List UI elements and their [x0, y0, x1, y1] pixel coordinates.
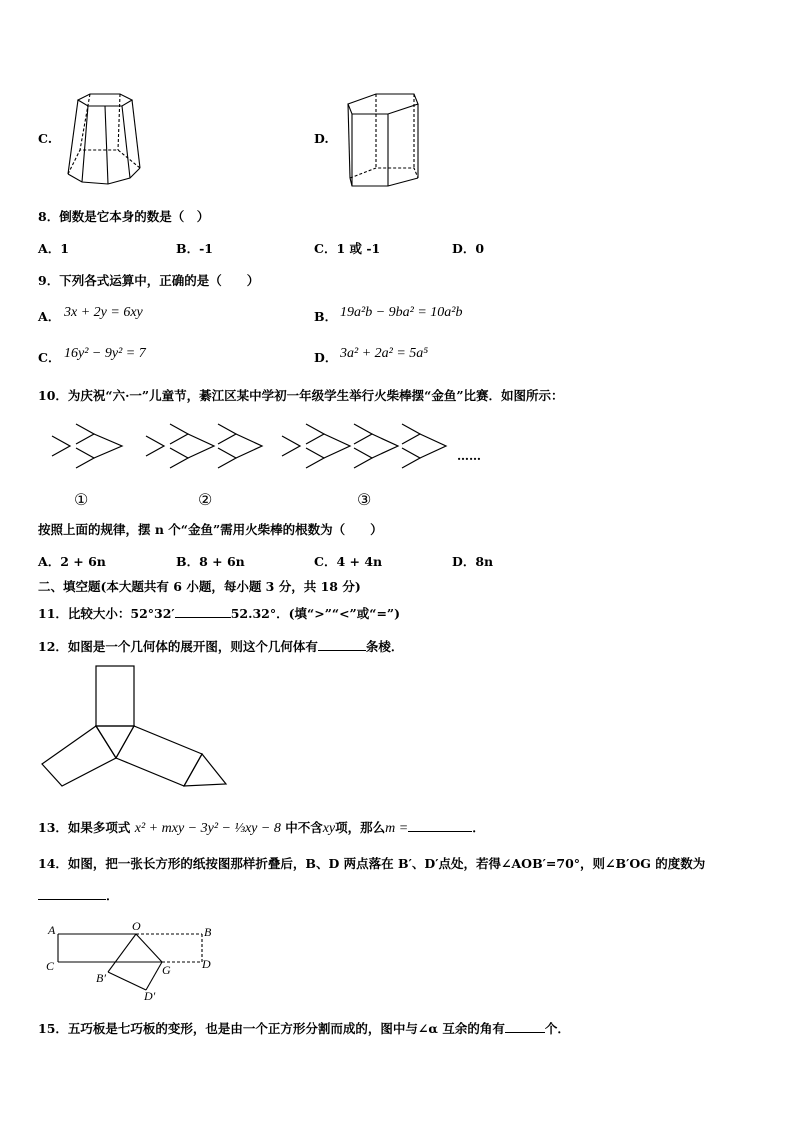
q7-option-d-label: D.: [314, 131, 329, 146]
q14-end: ．: [106, 888, 119, 903]
q10-question: 按照上面的规律，摆 n 个“金鱼”需用火柴棒的根数为（ ）: [38, 522, 383, 537]
q13-line: [38, 818, 485, 837]
q14-blank-line: [38, 886, 119, 904]
q8-option-c: C．1 或 -1: [314, 241, 381, 256]
q12-net-figure: [36, 660, 236, 796]
q15-suffix: 个．: [544, 1021, 570, 1036]
q14-label-b: B: [204, 925, 212, 939]
q7-option-c-figure: [60, 92, 150, 187]
q9-option-b-label: B．: [314, 309, 338, 324]
q10-option-b: B．8 + 6n: [176, 554, 245, 569]
q15-line: [38, 1019, 570, 1037]
q10-ellipsis: ……: [457, 449, 481, 463]
q13-term: xy: [322, 821, 336, 836]
q14-label-o: O: [132, 919, 141, 933]
q13-prefix: 13．如果多项式: [38, 820, 131, 835]
q8-option-b: B．-1: [176, 241, 213, 256]
q10-goldfish-figure: [46, 418, 496, 480]
q11-answer-blank[interactable]: [175, 605, 231, 618]
q12-suffix: 条棱．: [365, 639, 404, 654]
q14-label-c: C: [46, 959, 55, 973]
q9-option-b-expr: 19a²b − 9ba² = 10a²b: [340, 305, 463, 320]
q14-stem: 14．如图，把一张长方形的纸按图那样折叠后，B、D 两点落在 B′、D′点处，若得∠AOB′=70°，则∠B′OG 的度数为: [38, 856, 706, 871]
q9-option-c-label: C．: [38, 350, 61, 365]
q14-label-b-prime: B′: [96, 971, 106, 985]
q13-middle: 中不含: [285, 820, 323, 835]
q8-stem: 8．倒数是它本身的数是（ ）: [38, 209, 210, 224]
q11-line: [38, 604, 400, 622]
q14-fold-figure: [42, 918, 232, 1004]
q9-stem: 9．下列各式运算中，正确的是（ ）: [38, 273, 260, 288]
q14-label-d-prime: D′: [144, 989, 156, 1003]
q10-label-2: ②: [198, 490, 213, 509]
q15-prefix: 15．五巧板是七巧板的变形，也是由一个正方形分割而成的，图中与∠α 互余的角有: [38, 1021, 505, 1036]
q9-option-a-expr: 3x + 2y = 6xy: [64, 305, 143, 320]
q11-prefix: 11．比较大小：52°32′: [38, 606, 175, 621]
q10-label-3: ③: [357, 490, 372, 509]
q7-option-c-label: C.: [38, 131, 53, 146]
q10-label-1: ①: [74, 490, 89, 509]
q11-suffix: 52.32°．(填“>”“<”或“=”): [230, 606, 401, 621]
q9-option-c-expr: 16y² − 9y² = 7: [64, 346, 146, 361]
q10-stem: 10．为庆祝“六·一”儿童节，綦江区某中学初一年级学生举行火柴棒摆“金鱼”比赛．如图所示：: [38, 388, 564, 403]
q13-answer-blank[interactable]: [408, 819, 472, 832]
section2-title: 二、填空题(本大题共有 6 小题，每小题 3 分，共 18 分): [38, 579, 361, 594]
q13-var: m =: [385, 821, 409, 836]
q10-option-c: C．4 + 4n: [314, 554, 383, 569]
q9-option-d-expr: 3a² + 2a² = 5a⁵: [340, 346, 429, 361]
q14-label-g: G: [162, 963, 171, 977]
q12-prefix: 12．如图是一个几何体的展开图，则这个几何体有: [38, 639, 318, 654]
q10-option-a: A．2 + 6n: [38, 554, 106, 569]
q9-option-a-label: A．: [38, 309, 61, 324]
q9-option-d-label: D．: [314, 350, 338, 365]
q14-answer-blank[interactable]: [38, 887, 106, 900]
q13-polynomial: x² + mxy − 3y² − ⅓xy − 8: [134, 821, 281, 836]
q8-option-a: A．1: [38, 241, 69, 256]
q15-answer-blank[interactable]: [505, 1020, 545, 1033]
q14-label-d: D: [202, 957, 211, 971]
q12-line: [38, 637, 403, 655]
q14-label-a: A: [48, 923, 56, 937]
q13-after: 项，那么: [335, 820, 386, 835]
q12-answer-blank[interactable]: [318, 638, 366, 651]
q13-end: ．: [472, 820, 485, 835]
q10-option-d: D．8n: [452, 554, 494, 569]
q7-option-d-figure: [342, 92, 427, 190]
q8-option-d: D．0: [452, 241, 485, 256]
